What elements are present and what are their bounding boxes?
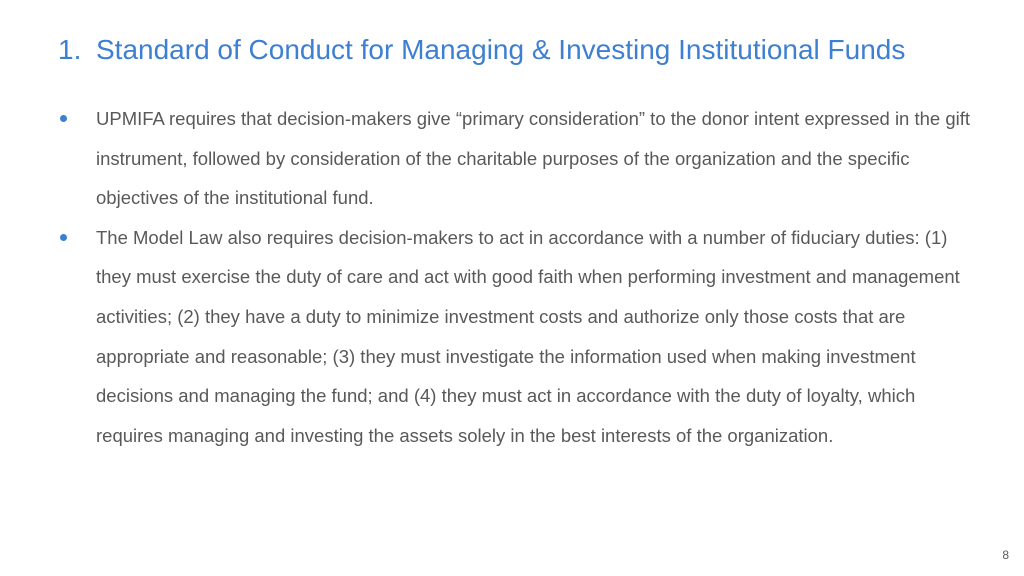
bullet-text: UPMIFA requires that decision-makers give “primary consideration” to the donor intent expressed in the gift instrument, followed by consideration of the charitable purposes of the organization and the specific objectives of the institutional fund. bbox=[96, 108, 971, 209]
page-number: 8 bbox=[1002, 548, 1009, 562]
bullet-item bbox=[56, 218, 980, 456]
bullet-item bbox=[56, 99, 980, 218]
bullet-list bbox=[56, 99, 980, 455]
title-number: 1. bbox=[58, 34, 82, 65]
bullet-icon bbox=[60, 115, 67, 122]
bullet-icon bbox=[60, 234, 67, 241]
title-text: Standard of Conduct for Managing & Investing Institutional Funds bbox=[96, 34, 906, 65]
bullet-text: The Model Law also requires decision-makers to act in accordance with a number of fiduciary duties: (1) they must exercise the duty of care and act with good faith when performing investment and management activities; (2) they have a duty to minimize investment costs and authorize only those costs that are appropriate and reasonable; (3) they must investigate the information used when making investment decisions and managing the fund; and (4) they must act in accordance with the duty of loyalty, which requires managing and investing the assets solely in the best interests of the organization. bbox=[96, 226, 960, 446]
slide-title bbox=[58, 31, 998, 69]
